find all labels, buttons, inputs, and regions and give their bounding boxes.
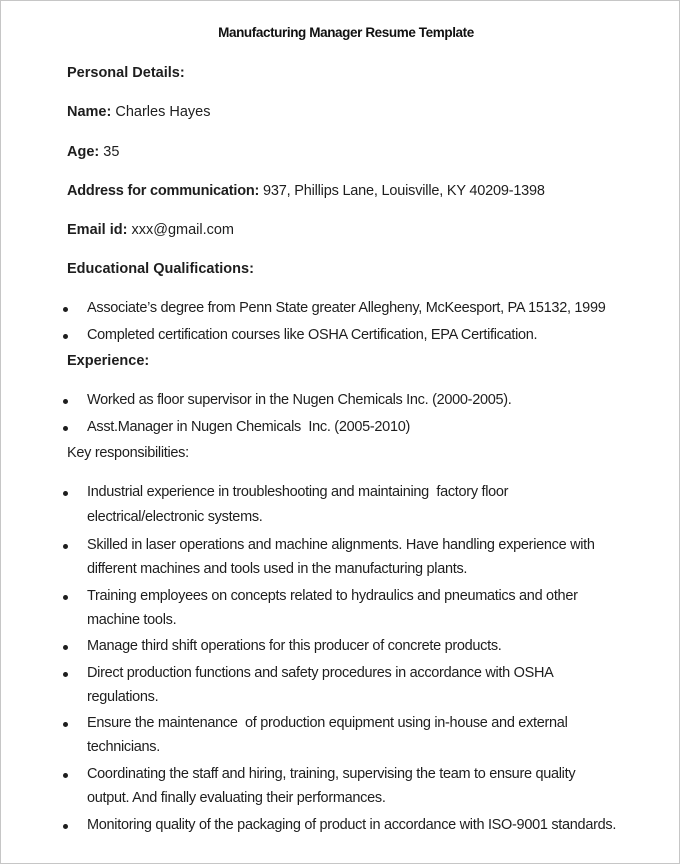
bullet-icon [63,824,68,829]
list-item-text: Skilled in laser operations and machine alignments. Have handling experience with [87,537,595,553]
age-label: Age: [67,144,100,160]
list-item-text: Industrial experience in troubleshooting and maintaining factory floor [87,484,509,500]
bullet-icon [63,491,68,496]
email-value: xxx@gmail.com [131,222,235,238]
education-heading: Educational Qualifications: [67,261,254,277]
bullet-icon [63,307,68,312]
bullet-icon [63,645,68,650]
bullet-icon [63,426,68,431]
list-item-text: Coordinating the staff and hiring, training, supervising the team to ensure quality [87,766,576,782]
key-responsibilities-label: Key responsibilities: [67,445,189,461]
name-row [67,104,210,120]
list-item-text-continued: electrical/electronic systems. [87,509,263,525]
list-item-text-continued: different machines and tools used in the manufacturing plants. [87,561,468,577]
list-item-text: Asst.Manager in Nugen Chemicals Inc. (2005-2010) [87,419,410,435]
name-label: Name: [67,104,112,120]
address-value: 937, Phillips Lane, Louisville, KY 40209-1398 [263,183,545,199]
address-label: Address for communication: [67,183,260,199]
bullet-icon [63,595,68,600]
personal-details-heading: Personal Details: [67,65,185,81]
email-label: Email id: [67,222,128,238]
name-value: Charles Hayes [115,104,211,120]
bullet-icon [63,334,68,339]
bullet-icon [63,722,68,727]
bullet-icon [63,544,68,549]
list-item-text: Worked as floor supervisor in the Nugen Chemicals Inc. (2000-2005). [87,392,512,408]
bullet-icon [63,399,68,404]
list-item-text-continued: output. And finally evaluating their performances. [87,790,386,806]
list-item-text-continued: technicians. [87,739,160,755]
age-value: 35 [103,144,120,160]
list-item-text-continued: machine tools. [87,612,177,628]
list-item-text: Associate’s degree from Penn State greater Allegheny, McKeesport, PA 15132, 1999 [87,300,606,316]
email-row [67,222,234,238]
address-row [67,183,545,199]
list-item-text: Ensure the maintenance of production equipment using in-house and external [87,715,568,731]
bullet-icon [63,773,68,778]
age-row [67,144,119,160]
list-item-text: Monitoring quality of the packaging of product in accordance with ISO-9001 standards. [87,817,617,833]
list-item-text: Completed certification courses like OSHA Certification, EPA Certification. [87,327,538,343]
experience-heading: Experience: [67,353,150,369]
list-item-text: Direct production functions and safety procedures in accordance with OSHA [87,665,554,681]
list-item-text: Manage third shift operations for this producer of concrete products. [87,638,502,654]
bullet-icon [63,672,68,677]
list-item-text-continued: regulations. [87,689,159,705]
list-item-text: Training employees on concepts related to hydraulics and pneumatics and other [87,588,578,604]
document-title: Manufacturing Manager Resume Template [218,25,474,40]
